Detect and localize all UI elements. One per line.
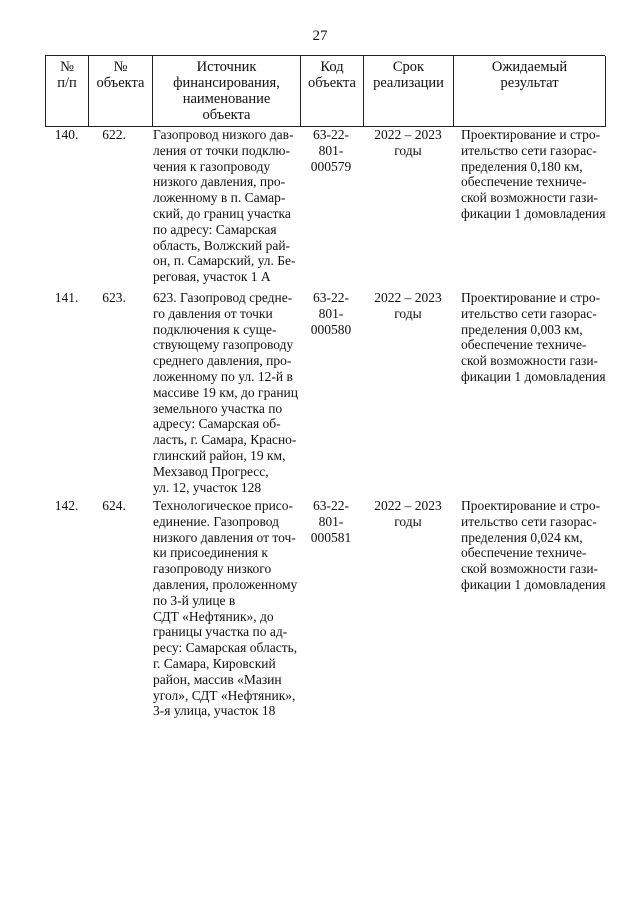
implementation-term	[363, 127, 453, 159]
term-line: 2022 – 2023	[374, 127, 442, 142]
source-line: низкого давления от точ-	[153, 529, 296, 545]
result-line: Проектирование и стро-	[461, 127, 601, 142]
code-line: 000581	[310, 529, 352, 545]
object-number: 622.	[102, 127, 126, 142]
object-number: 623.	[102, 290, 126, 305]
object-code	[300, 290, 362, 337]
expected-result	[461, 498, 611, 593]
result-line: фикации 1 домовладения	[461, 576, 606, 592]
result-line: ской возможности гази-	[461, 190, 599, 206]
source-line: газопроводу низкого	[153, 561, 272, 577]
source-line: ствующему газопроводу	[153, 337, 294, 353]
header-col-obj	[89, 56, 153, 127]
source-line: среднего давления, про-	[153, 353, 292, 369]
header-col-obj-line: объекта	[96, 75, 145, 91]
code-line: 000580	[310, 321, 352, 337]
header-col-code-line: Код	[320, 59, 344, 75]
header-col-obj-line: №	[113, 59, 128, 75]
result-line: пределения 0,180 км,	[461, 158, 583, 174]
code-line: 63-22-	[313, 498, 349, 513]
header-col-num-line: №	[60, 59, 74, 75]
header-col-source-line: финансирования,	[173, 75, 280, 91]
header-col-code-line: объекта	[307, 75, 356, 91]
header-col-term	[364, 56, 454, 127]
source-line: низкого давления, про-	[153, 174, 286, 190]
result-line: Проектирование и стро-	[461, 498, 601, 513]
result-line: ской возможности гази-	[461, 561, 599, 577]
term-line: годы	[394, 142, 422, 158]
row-number: 140.	[54, 127, 79, 142]
source-line: СДТ «Нефтяник», до	[153, 608, 274, 624]
source-line: он, п. Самарский, ул. Бе-	[153, 253, 296, 269]
object-number: 624.	[102, 498, 126, 513]
page-number: 27	[312, 28, 328, 44]
source-line: ский, до границ участка	[153, 205, 291, 221]
source-line: Технологическое присо-	[153, 498, 294, 513]
source-line: Газопровод низкого дав-	[153, 127, 294, 142]
source-line: глинский район, 19 км,	[153, 447, 286, 463]
term-line: 2022 – 2023	[374, 498, 442, 513]
source-line: ласть, г. Самара, Красно-	[153, 432, 297, 448]
header-col-source	[153, 56, 301, 127]
source-text	[153, 290, 301, 495]
result-line: обеспечение техниче-	[461, 337, 587, 353]
header-col-source-line: объекта	[202, 107, 251, 123]
source-line: угол», СДТ «Нефтяник»,	[153, 687, 296, 703]
header-col-num-line: п/п	[57, 75, 77, 91]
source-text	[153, 127, 301, 285]
source-line: го давления от точки	[153, 305, 273, 321]
code-line: 801-	[318, 305, 344, 321]
result-line: ительство сети газорас-	[461, 142, 597, 158]
code-line: 801-	[318, 142, 344, 158]
row-number: 141.	[54, 290, 79, 305]
result-line: фикации 1 домовладения	[461, 205, 606, 221]
result-line: ительство сети газорас-	[461, 305, 597, 321]
source-line: ул. 12, участок 128	[153, 479, 262, 495]
term-line: годы	[394, 513, 422, 529]
source-line: чения к газопроводу	[153, 158, 271, 174]
source-line: область, Волжский рай-	[153, 237, 291, 253]
source-line: ресу: Самарская область,	[153, 640, 298, 656]
header-col-code	[301, 56, 364, 127]
implementation-term	[363, 498, 453, 530]
source-line: 3-я улица, участок 18	[153, 703, 276, 719]
result-line: ительство сети газорас-	[461, 513, 597, 529]
result-line: фикации 1 домовладения	[461, 368, 606, 384]
source-line: ления от точки подклю-	[153, 142, 291, 158]
source-line: ложенному по ул. 12-й в	[153, 368, 293, 384]
source-text	[153, 498, 301, 719]
source-line: давления, проложенному	[153, 576, 298, 592]
source-line: район, массив «Мазин	[153, 671, 282, 687]
header-col-source-line: наименование	[182, 91, 271, 107]
source-line: подключения к суще-	[153, 321, 277, 337]
code-line: 63-22-	[313, 290, 349, 305]
source-line: ки присоединения к	[153, 545, 268, 561]
row-number: 142.	[54, 498, 79, 513]
source-line: по адресу: Самарская	[153, 221, 277, 237]
object-code	[300, 127, 362, 174]
result-line: Проектирование и стро-	[461, 290, 601, 305]
header-col-result-line: результат	[500, 75, 559, 91]
term-line: 2022 – 2023	[374, 290, 442, 305]
header-col-result-line: Ожидаемый	[491, 59, 568, 75]
result-line: пределения 0,024 км,	[461, 529, 583, 545]
result-line: обеспечение техниче-	[461, 545, 587, 561]
source-line: по 3-й улице в	[153, 592, 236, 608]
object-code	[300, 498, 362, 545]
header-col-source-line: Источник	[196, 59, 257, 75]
expected-result	[461, 290, 611, 385]
header-col-term-line: реализации	[373, 75, 444, 91]
source-line: 623. Газопровод средне-	[153, 290, 293, 305]
result-line: обеспечение техниче-	[461, 174, 587, 190]
header-col-term-line: Срок	[392, 59, 425, 75]
implementation-term	[363, 290, 453, 322]
table-header	[45, 55, 605, 127]
source-line: массиве 19 км, до границ	[153, 384, 298, 400]
source-line: г. Самара, Кировский	[153, 655, 276, 671]
source-line: земельного участка по	[153, 400, 283, 416]
source-line: границы участка по ад-	[153, 624, 288, 640]
code-line: 63-22-	[313, 127, 349, 142]
result-line: ской возможности гази-	[461, 353, 599, 369]
header-col-num	[46, 56, 89, 127]
result-line: пределения 0,003 км,	[461, 321, 583, 337]
header-col-result	[454, 56, 606, 127]
source-line: Мехзавод Прогресс,	[153, 463, 269, 479]
term-line: годы	[394, 305, 422, 321]
code-line: 801-	[318, 513, 344, 529]
source-line: ложенному в п. Самар-	[153, 190, 286, 206]
source-line: реговая, участок 1 А	[153, 269, 271, 285]
source-line: единение. Газопровод	[153, 513, 280, 529]
code-line: 000579	[310, 158, 352, 174]
source-line: адресу: Самарская об-	[153, 416, 281, 432]
expected-result	[461, 127, 611, 222]
